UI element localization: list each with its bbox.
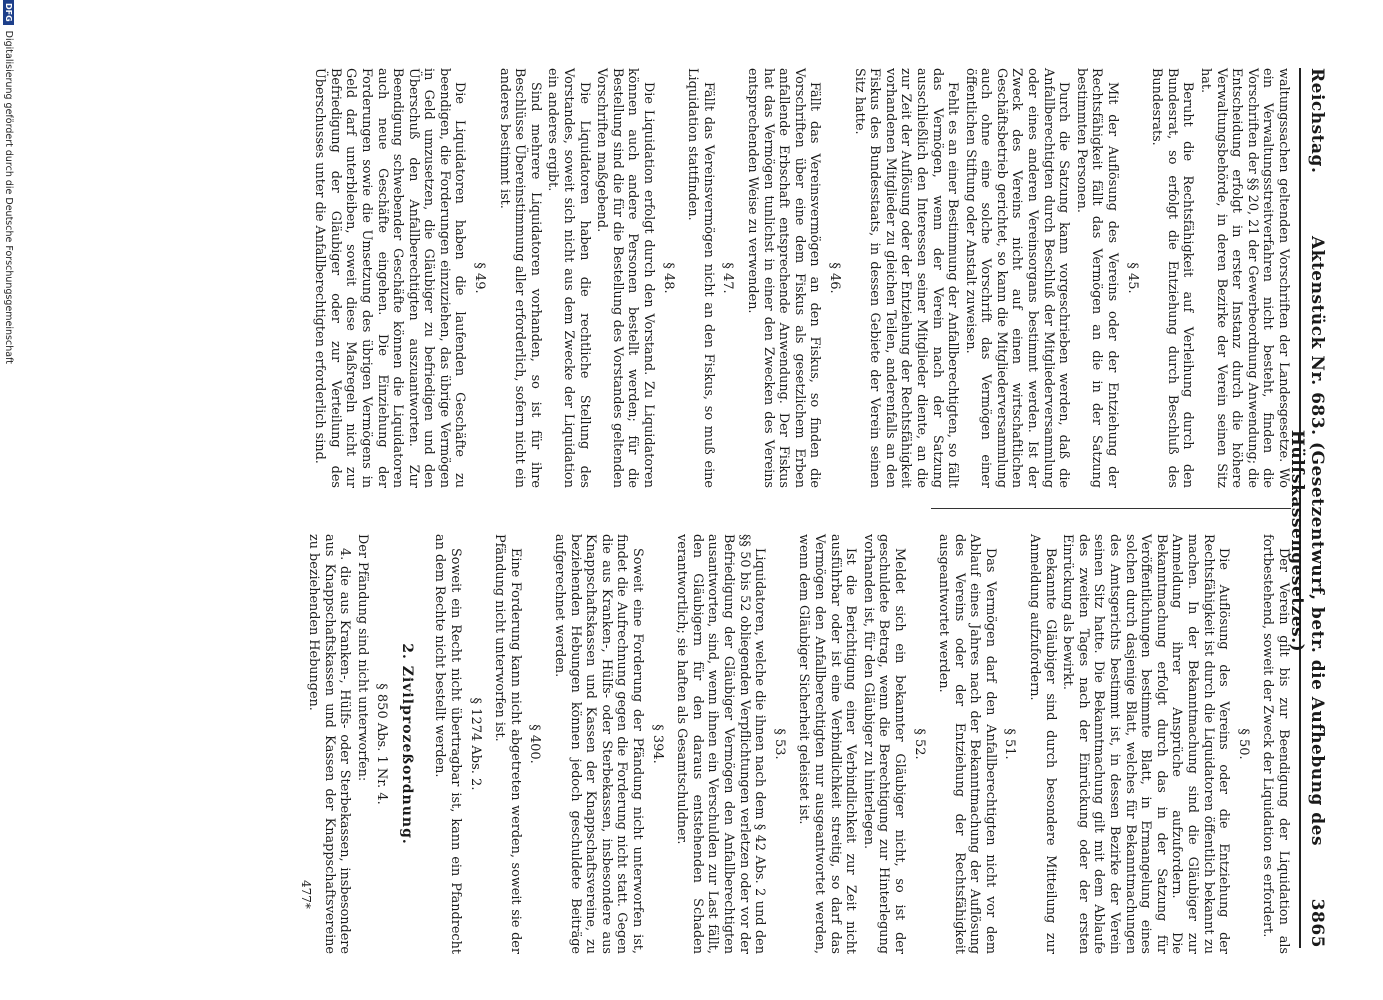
- paragraph: Der Verein gilt bis zur Beendigung der Liquidation als fortbestehend, soweit der Zweck der Liquidation es erfordert.: [1260, 534, 1291, 954]
- left-text-column: [310, 68, 1291, 488]
- digitization-note: [3, 0, 15, 1000]
- page-header: [1287, 68, 1327, 948]
- header-title: Aktenstück Nr. 683. (Gesetzentwurf, betr. die Aufhebung des Hülfskassengesetzes.): [1287, 235, 1327, 847]
- paragraph: Durch die Satzung kann vorgeschrieben werden, daß die Anfallberechtigten durch Beschluß der Mitgliederversammlung oder eines anderen Vereinsorgans bestimmt werden. Ist der Zweck des Vereins nicht auf einen wirtschaftlichen Geschäftsbetrieb gerichtet, so kann die Mitgliederversammlung auch ohne eine solche Vorschrift das Vermögen einer öffentlichen Stiftung oder Anstalt zuweisen.: [962, 68, 1072, 488]
- section-number: § 1274 Abs. 2.: [467, 697, 483, 791]
- paragraph: Die Liquidation erfolgt durch den Vorstand. Zu Liquidatoren können auch andere Personen bestellt werden; für die Bestellung sind die für die Bestellung des Vorstandes geltenden Vorschriften maßgebend.: [594, 68, 657, 488]
- paragraph: Fällt das Vereinsvermögen nicht an den Fiskus, so muß eine Liquidation stattfinden.: [685, 68, 716, 488]
- paragraph: Die Liquidatoren haben die laufenden Geschäfte zu beendigen, die Forderungen einzuziehen, das übrige Vermögen in Geld umzusetzen, die Gläubiger zu befriedigen und den Überschuß den Anfallberechtigten auszuantworten. Zur Beendigung schwebender Geschäfte können die Liquidatoren auch neue Geschäfte eingehen. Die Einziehung der Forderungen sowie die Umsetzung des übrigen Vermögens in Geld darf unterbleiben, soweit diese Maßregeln nicht zur Befriedigung der Gläubiger oder zur Verteilung des Überschusses unter die Anfallberechtigten erforderlich sind.: [312, 68, 468, 488]
- right-text-column: [303, 534, 1291, 954]
- paragraph: Bekannte Gläubiger sind durch besondere Mitteilung zur Anmeldung aufzufordern.: [1027, 534, 1058, 954]
- section-number: § 46.: [826, 262, 842, 294]
- section-number: § 394.: [649, 724, 665, 764]
- paragraph: Das Vermögen darf den Anfallberechtigten nicht vor dem Ablauf eines Jahres nach der Bekanntmachung der Auflösung des Vereins oder der Entziehung der Rechtsfähigkeit ausgeantwortet werden.: [936, 534, 998, 954]
- section-number: § 45.: [1124, 262, 1140, 294]
- paragraph: Fehlt es an einer Bestimmung der Anfallberechtigten, so fällt das Vermögen, wenn der Verein nach der Satzung ausschließlich den Interessen seiner Mitglieder diente, an die zur Zeit der Auflösung oder der Entziehung der Rechtsfähigkeit vorhandenen Mitglieder zu gleichen Teilen, anderenfalls an den Fiskus des Bundesstaats, in dessen Gebiete der Verein seinen Sitz hatte.: [851, 68, 961, 488]
- section-number: § 47.: [720, 262, 736, 294]
- section-number: § 52.: [911, 728, 927, 760]
- section-number: § 48.: [660, 262, 676, 294]
- paragraph: Eine Forderung kann nicht abgetreten werden, soweit sie der Pfändung nicht unterworfen ist.: [492, 534, 523, 954]
- section-number: § 53.: [771, 728, 787, 760]
- section-number: § 400.: [527, 724, 543, 764]
- signature-mark: 477*: [299, 880, 313, 909]
- dfg-logo: DFG: [4, 0, 15, 25]
- paragraph: Liquidatoren, welche die ihnen nach dem § 42 Abs. 2 und den §§ 50 bis 52 obliegenden Verpflichtungen verletzen oder vor der Befriedigung der Gläubiger Vermögen den Anfallberechtigten ausantworten, sind, wenn ihnen ein Verschulden zur Last fällt, den Gläubigern für den daraus entstehenden Schaden verantwortlich; sie haften als Gesamtschuldner.: [674, 534, 768, 954]
- paragraph: Fällt das Vereinsvermögen an den Fiskus, so finden die Vorschriften über eine dem Fiskus als gesetzlichem Erben anfallende Erbschaft entsprechende Anwendung. Der Fiskus hat das Vermögen tunlichst in einer den Zwecken des Vereins entsprechenden Weise zu verwenden.: [745, 68, 823, 488]
- section-number: § 50.: [1235, 728, 1251, 760]
- paragraph: Die Auflösung des Vereins oder die Entziehung der Rechtsfähigkeit ist durch die Liquidatoren öffentlich bekannt zu machen. In der Bekanntmachung sind die Gläubiger zur Anmeldung ihrer Ansprüche aufzufordern. Die Bekanntmachung erfolgt durch das in der Satzung für Veröffentlichungen bestimmte Blatt, in Ermangelung eines solchen durch dasjenige Blatt, welches für Bekanntmachungen des Amtsgerichts bestimmt ist, in dessen Bezirke der Verein seinen Sitz hatte. Die Bekanntmachung gilt mit dem Ablaufe des zweiten Tages nach der Einrückung oder der ersten Einrückung als bewirkt.: [1060, 534, 1232, 954]
- page-number: 3865: [1307, 898, 1327, 948]
- digitization-note-text: Digitalisierung gefördert durch die Deutsche Forschungsgemeinschaft: [3, 30, 15, 364]
- section-number: § 49.: [472, 262, 488, 294]
- column-divider: [931, 508, 1291, 509]
- section-number: § 51.: [1002, 728, 1018, 760]
- paragraph: Meldet sich ein bekannter Gläubiger nicht, so ist der geschuldete Betrag, wenn die Berechtigung zur Hinterlegung vorhanden ist, für den Gläubiger zu hinterlegen.: [860, 534, 907, 954]
- paragraph: 4. die aus Kranken-, Hülfs- oder Sterbekassen, insbesondere aus Knappschaftskassen und Kassen der Knappschaftsvereine zu beziehenden Hebungen.: [305, 534, 353, 954]
- paragraph: Soweit eine Forderung der Pfändung nicht unterworfen ist, findet die Aufrechnung gegen die Forderung nicht statt. Gegen die aus Kranken-, Hülfs- oder Sterbekassen, insbesondere aus Knappschaftskassen und Kassen der Knappschaftsvereine, zu beziehenden Hebungen können jedoch geschuldete Beiträge aufgerechnet werden.: [552, 534, 646, 954]
- paragraph: waltungssachen geltenden Vorschriften der Landesgesetze. Wo ein Verwaltungsstreitverfahren nicht besteht, finden die Vorschriften der §§ 20, 21 der Gewerbeordnung Anwendung; die Entscheidung erfolgt in erster Instanz durch die höhere Verwaltungsbehörde, in deren Bezirke der Verein seinen Sitz hat.: [1198, 68, 1291, 488]
- section-number: § 850 Abs. 1 Nr. 4.: [374, 683, 390, 805]
- paragraph: Die Liquidatoren haben die rechtliche Stellung des Vorstandes, soweit sich nicht aus dem Zwecke der Liquidation ein anderes ergibt.: [545, 68, 592, 488]
- header-left-word: Reichstag.: [1307, 68, 1327, 174]
- paragraph: Soweit ein Recht nicht übertragbar ist, kann ein Pfandrecht an dem Rechte nicht bestellt werden.: [432, 534, 464, 954]
- section-heading: 2. Zivilprozeßordnung.: [398, 643, 415, 845]
- paragraph: Sind mehrere Liquidatoren vorhanden, so ist für ihre Beschlüsse Übereinstimmung aller erforderlich, sofern nicht ein anderes bestimmt ist.: [496, 68, 543, 488]
- paragraph: Der Pfändung sind nicht unterworfen:: [354, 534, 370, 782]
- paragraph: Beruht die Rechtsfähigkeit auf Verleihung durch den Bundesrat, so erfolgt die Entziehung durch Beschluß des Bundesrats.: [1149, 68, 1196, 488]
- paragraph: Mit der Auflösung des Vereins oder der Entziehung der Rechtsfähigkeit fällt das Vermögen an die in der Satzung bestimmten Personen.: [1073, 68, 1121, 488]
- paragraph: Ist die Berichtigung einer Verbindlichkeit zur Zeit nicht ausführbar oder ist eine Verbindlichkeit streitig, so darf das Vermögen den Anfallberechtigten nur ausgeantwortet werden, wenn dem Gläubiger Sicherheit geleistet ist.: [796, 534, 859, 954]
